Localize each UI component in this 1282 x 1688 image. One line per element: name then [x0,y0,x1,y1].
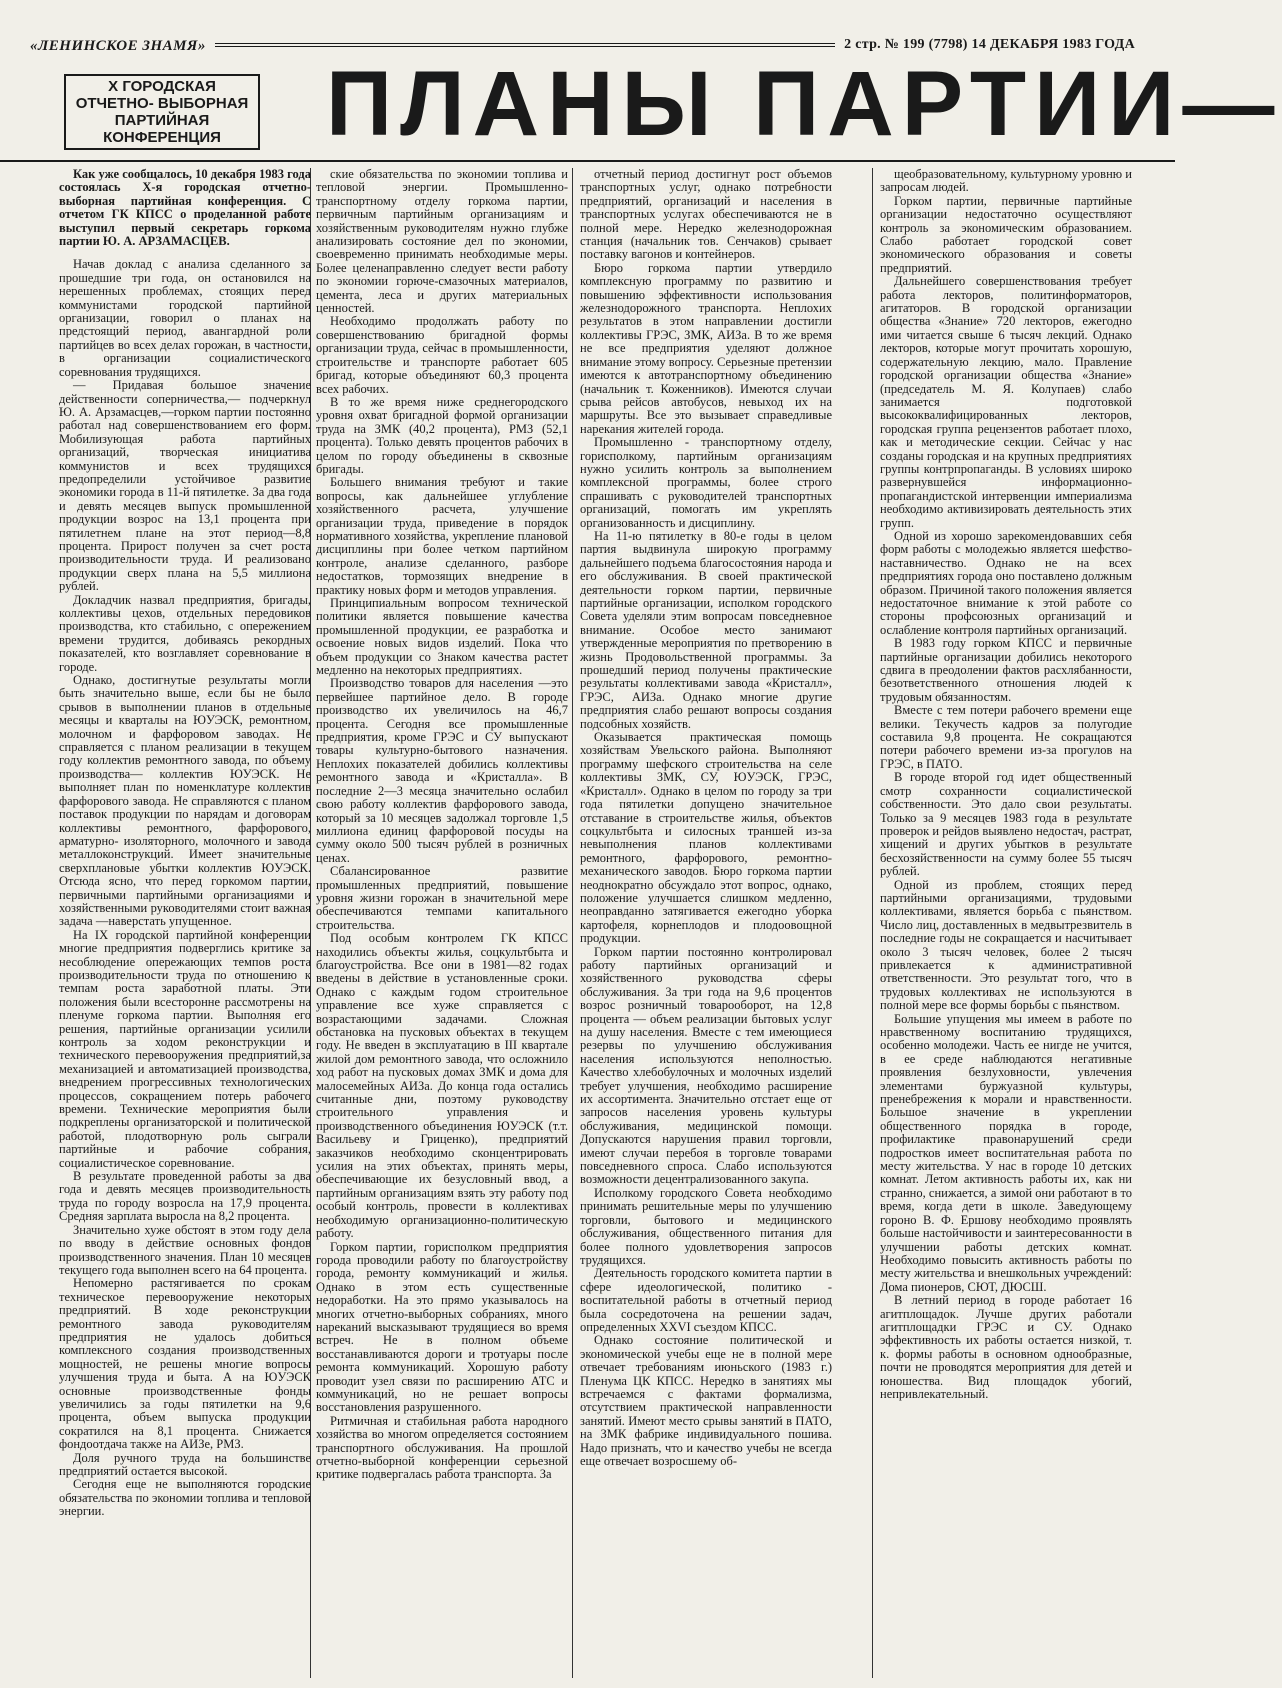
article-paragraph: Под особым контролем ГК КПСС находились объекты жилья, соцкультбыта и благоустройства. Все они в 1981—82 годах введены в действие в установленные сроки. Однако с каждым годом строительное управление все хуже справляется с возрастающими задачами. Сложная обстановка на пусковых объектах в текущем году. Не введен в эксплуатацию в III квартале жилой дом ремонтного завода, что осложнило ход работ на пусковых домах ЗМК и дома для малосемейных АИЗа. До конца года остались считанные дни, поэтому руководству строительного управления и производственного объединения ЮУЭСК (т.т. Васильеву и Гриценко), предприятий заказчиков необходимо сконцентрировать усилия на этих объектах, принять меры, обеспечивающие их безусловный ввод, а партийным организациям взять эту работу под особый контроль, провести в коллективах необходимую организационно-политическую работу. [316,931,568,1241]
conference-subhead: X ГОРОДСКАЯ ОТЧЕТНО- ВЫБОРНАЯ ПАРТИЙНАЯ КОНФЕРЕНЦИЯ [64,74,260,150]
article-paragraph: Бюро горкома партии утвердило комплексную программу по развитию и повышению эффективности использования железнодорожного транспорта. Неплохих результатов в этом направлении достигли коллективы ГРЭС, ЗМК, АИЗа. В то же время не все предприятия уделяют должное внимание этому вопросу. Серьезные претензии имеются к автотранспортному объединению (начальник т. Коженников). Имеются случаи срыва рейсов автобусов, невыход их на маршруты. Все это вызывает справедливые нарекания жителей города. [580,260,832,436]
article-paragraph: В то же время ниже среднегородского уровня охват бригадной формой организации труда на ЗМК (40,2 процента), РМЗ (52,1 процента). Только девять процентов рабочих в целом по городу объединены в сквозные бригады. [316,394,568,476]
article-paragraph: ские обязательства по экономии топлива и тепловой энергии. Промышленно- транспортному отделу горкома партии, первичным партийным организациям и хозяйственным руководителям нужно глубже анализировать состояние дел по экономии, своевременно принимать необходимые меры. Более целенаправленно следует вести работу по экономии горюче-смазочных материалов, цемента, леса и других материальных ценностей. [316,167,568,316]
issue-info: 2 стр. № 199 (7798) 14 ДЕКАБРЯ 1983 ГОДА [844,37,1135,52]
article-paragraph: Горком партии постоянно контролировал работу партийных организаций и хозяйственного руководства сферы обслуживания. За три года на 9,6 процентов возрос розничный товарооборот, на 12,8 процента — объем реализации бытовых услуг на душу населения. Вместе с тем имеющиеся резервы по улучшению обслуживания населения используются неполностью. Качество хлебобулочных и молочных изделий требует улучшения, необходимо расширение их ассортимента. Значительно отстает еще от запросов населения уровень культуры обслуживания, медицинской помощи. Допускаются нарушения правил торговли, имеют случаи перебоя в торговле товарами повседневного спроса. Слабо используются возможности децентрализованного закупа. [580,944,832,1187]
article-paragraph: щеобразовательному, культурному уровню и запросам людей. [880,167,1132,195]
headline: ПЛАНЫ ПАРТИИ— [326,53,1282,155]
article-paragraph: Однако, достигнутые результаты могли быть значительно выше, если бы не было срывов в выполнении планов в отдельные месяцы и кварталы на ЮУЭСК, ремонтном, молочном и фарфоровом заводах. Не справляется с планом реализации в текущем году коллектив ремонтного завода, по объему производства— коллектив ЮУЭСК. Не выполняет план по номенклатуре коллектив фарфорового завода. Не справляются с планом поставок продукции по нарядам и договорам коллективы ремонтного, фарфорового, арматурно- изоляторного, молочного и завода металлоконструкций. Имеет значительные сверхплановые убытки коллектив ЮУЭСК. Отсюда ясно, что перед горкомом партии, первичными партийными организациями и хозяйственными руководителями стоит важная задача —наверстать упущенное. [59,673,311,929]
article-paragraph: Горком партии, горисполком предприятия города проводили работу по благоустройству города, ремонту коммуникаций и жилья. Однако в этом есть существенные недоработки. На это прямо указывалось на многих отчетно-выборных собраниях, много нареканий высказывают трудящиеся во время встреч. Не в полном объеме восстанавливаются дороги и тротуары после ремонта коммуникаций. Хорошую работу проводит узел связи по расширению АТС и коммуникаций, но не решает вопросы восстановления разрушенного. [316,1239,568,1415]
article-paragraph: — Придавая большое значение действенности соперничества,— подчеркнул Ю. А. Арзамасцев,—горком партии постоянно работал над совершенствованием его форм. Мобилизующая работа партийных организаций, творческая инициатива коммунистов и всех трудящихся предопределили устойчивое развитие экономики города в 11-й пятилетке. За два года и девять месяцев выпуск промышленной продукции возрос на 13,1 процента при пятилетнем плане на этот период—8,8 процента. Прирост получен за счет роста производительности труда. И реализовано продукции сверх плана на 5,5 миллиона рублей. [59,378,311,594]
article-paragraph: Доля ручного труда на большинстве предприятий остается высокой. [59,1450,311,1478]
article-paragraph: В летний период в городе работает 16 агитплощадок. Лучше других работали агитплощадки ГРЭС и СУ. Однако эффективность их работы остается низкой, т. к. формы работы в основном однообразные, почти не проводятся мероприятия для детей и юношества. Вид площадок убогий, непривлекательный. [880,1293,1132,1401]
article-paragraph: В городе второй год идет общественный смотр сохранности социалистической собственности. Это дало свои результаты. Только за 9 месяцев 1983 года в результате проверок и рейдов выявлено недостач, растрат, хищений и других убытков в результате бесхозяйственности на сумму более 55 тысяч рублей. [880,770,1132,879]
article-column-4 [880,168,1132,1678]
article-paragraph: Значительно хуже обстоят в этом году дела по вводу в действие основных фондов производственного значения. План 10 месяцев текущего года выполнен всего на 64 процента. [59,1222,311,1277]
newspaper-name: «ЛЕНИНСКОЕ ЗНАМЯ» [30,38,206,54]
article-paragraph: Вместе с тем потери рабочего времени еще велики. Текучесть кадров за полугодие составила 9,8 процента. Не сокращаются потери рабочего времени из-за прогулов на ГРЭС, в ПАТО. [880,703,1132,771]
column-divider [872,168,873,1678]
article-paragraph: Большие упущения мы имеем в работе по нравственному воспитанию трудящихся, особенно молодежи. Часть ее нигде не учится, в ее среде наблюдаются негативные проявления безлуховности, увлечения элементами буржуазной культуры, пренебрежения к морали и нравственности. Большое значение в укреплении общественного порядка в городе, профилактике правонарушений среди подростков имеет воспитательная работа по месту жительства. У нас в городе 10 детских комнат. Летом активность работы их, как ни странно, снижается, а зимой они работают в то время, когда дети в школе. Заведующему гороно В. Ф. Ершову необходимо проявлять больше настойчивости и заинтересованности в улучшении работы детских комнат. Необходимо повысить активность работы по месту жительства и внешкольных учреждений: Дома пионеров, СЮТ, ДЮСШ. [880,1011,1132,1294]
article-paragraph: Производство товаров для населения —это первейшее партийное дело. В городе производство их увеличилось на 46,7 процента. Сегодня все промышленные предприятия, кроме ГРЭС и СУ выпускают товары культурно-бытового назначения. Неплохих показателей добились коллективы ремонтного завода и «Кристалла». В последние 2—3 месяца значительно ослабил свою работу коллектив фарфорового завода, который за 10 месяцев задолжал торговле 1,5 миллиона единиц фарфоровой посуды на сумму около 500 тысяч рублей в розничных ценах. [316,676,568,865]
article-paragraph: Одной из хорошо зарекомендовавших себя форм работы с молодежью является шефство-наставничество. Однако не на всех предприятиях города оно поставлено должным образом. Причиной такого положения является недостаточное внимание к этой работе со стороны профсоюзных организаций и ослабление контроля партийных организаций. [880,528,1132,637]
column-divider [572,168,573,1678]
article-paragraph: На IX городской партийной конференции многие предприятия подверглись критике за несоблюдение опережающих темпов роста производительности труда по отношению к темпам роста заработной платы. Эти положения были всесторонне рассмотрены на пленуме горкома партии. Выполняя его решения, партийные организации усилили контроль за ходом реконструкции и технического перевооружения предприятий,за механизацией и автоматизацией производства, внедрением прогрессивных технологических процессов, сокращением потерь рабочего времени. Технические мероприятия были подкреплены организаторской и политической работой, плодотворную роль сыграли партийные и рабочие собрания, социалистическое соревнование. [59,927,311,1170]
article-paragraph: Ритмичная и стабильная работа народного хозяйства во многом определяется состоянием транспортного обслуживания. На прошлой отчетно-выборной конференции серьезной критике подвергалась работа транспорта. За [316,1413,568,1482]
article-paragraph: Сбалансированное развитие промышленных предприятий, повышение уровня жизни горожан в значительной мере обеспечиваются темпами капитального строительства. [316,864,568,932]
headline-rule [0,160,1175,162]
article-paragraph: В результате проведенной работы за два года и девять месяцев производительность труда по городу возросла на 17,9 процента. Средняя зарплата выросла на 8,2 процента. [59,1169,311,1224]
article-paragraph: Деятельность городского комитета партии в сфере идеологической, политико - воспитательной работы в отчетный период была сосредоточена на решении задач, определенных XXVI съездом КПСС. [580,1266,832,1334]
article-paragraph: Как уже сообщалось, 10 декабря 1983 года состоялась Х-я городская отчетно- выборная партийная конференция. С отчетом ГК КПСС о проделанной работе выступил первый секретарь горкома партии Ю. А. АРЗАМАСЦЕВ. [59,167,311,249]
article-paragraph: отчетный период достигнут рост объемов транспортных услуг, однако потребности предприятий, организаций и населения в транспортных услугах обеспечиваются не в полной мере. Нередко железнодорожная станция (начальник тов. Сенчаков) срывает поставку вагонов и контейнеров. [580,167,832,262]
masthead-rule [215,43,835,50]
article-paragraph: Непомерно растягивается по срокам техническое перевооружение некоторых предприятий. В ходе реконструкции ремонтного завода руководителям предприятия не удалось добиться комплексного создания производственных мощностей, не решены многие вопросы улучшения труда и быта. А на ЮУЭСК основные производственные фонды увеличились за годы пятилетки на 9,6 процента, объем выпуска продукции сократился на 8,1 процента. Снижается фондоотдача также на АИЗе, РМЗ. [59,1276,311,1452]
article-paragraph: Оказывается практическая помощь хозяйствам Увельского района. Выполняют программу шефского строительства на селе коллективы ЗМК, СУ, ЮУЭСК, ГРЭС, «Кристалл». Однако в целом по городу за три года пятилетки допущено значительное отставание в строительстве жилья, объектов соцкультбыта и силосных траншей из-за невыполнения планов коллективами ремонтного, фарфорового, ремонтно-механического заводов. Бюро горкома партии неоднократно обсуждало этот вопрос, однако, положение улучшается слишком медленно, неоправданно затягивается ежегодно уборка картофеля, корнеплодов и плодоовощной продукции. [580,730,832,946]
article-paragraph: Исполкому городского Совета необходимо принимать решительные меры по улучшению торговли, бытового и медицинского обслуживания, общественного питания для более полного удовлетворения запросов трудящихся. [580,1185,832,1267]
article-column-2 [316,168,568,1678]
article-paragraph: Докладчик назвал предприятия, бригады, коллективы цехов, отдельных передовиков производства, кто стабильно, с опережением времени трудится, добиваясь рекордных показателей, кто возглавляет соревнование в городе. [59,592,311,674]
article-paragraph: Одной из проблем, стоящих перед партийными организациями, трудовыми коллективами, является борьба с пьянством. Число лиц, доставленных в медвытрезвитель в последние годы не сокращается и насчитывает около 3 тысяч человек, более 2 тысяч привлекается к административной ответственности. Это результат того, что в трудовых коллективах не используются в полной мере все формы борьбы с пьянством. [880,877,1132,1013]
article-paragraph: Дальнейшего совершенствования требует работа лекторов, политинформаторов, агитаторов. В городской организации общества «Знание» 720 лекторов, ежегодно ими читается свыше 6 тысяч лекций. Однако лекторов, которые могут прочитать хорошую, содержательную лекцию, мало. Правление городской организации общества «Знание» (председатель М. Я. Колупаев) слабо занимается подготовкой высококвалифицированных лекторов, городская группа рецензентов работает плохо, как и методические секции. Сейчас у нас созданы городская и на крупных предприятиях группы контрпропаганды. В условиях широко развернувшейся информационно-пропагандистской интервенции империализма необходимо активизировать деятельность этих групп. [880,274,1132,530]
article-paragraph: Большего внимания требуют и такие вопросы, как дальнейшее углубление хозяйственного расчета, улучшение организации труда, приведение в порядок нормативного хозяйства, укрепление плановой дисциплины при более четком партийном контроле, анализе сделанного, разборе недостатков, тормозящих внедрение в практику новых форм и методов управления. [316,475,568,597]
article-paragraph: Принципиальным вопросом технической политики является повышение качества промышленной продукции, ее разработка и освоение новых видов изделий. Пока что объем продукции со Знаком качества растет медленно на некоторых предприятиях. [316,596,568,678]
article-paragraph: Промышленно - транспортному отделу, горисполкому, партийным организациям нужно усилить контроль за выполнением комплексной программы, более строго спрашивать с руководителей транспортных организаций, помогать им укреплять организованность и дисциплину. [580,435,832,530]
article-paragraph: Необходимо продолжать работу по совершенствованию бригадной формы организации труда, сейчас в промышленности, строительстве и транспорте работает 605 бригад, которые объединяют 60,3 процента всех рабочих. [316,314,568,396]
article-column-1 [59,168,311,1678]
article-paragraph: В 1983 году горком КПСС и первичные партийные организации добились некоторого сдвига в преодолении фактов расхлябанности, безответственного отношения людей к трудовым обязанностям. [880,636,1132,704]
article-paragraph: Начав доклад с анализа сделанного за прошедшие три года, он остановился на нерешенных проблемах, стоящих перед коммунистами городской партийной организации, говорил о планах на предстоящий период, авангардной роли партийцев во всех делах горожан, в частности, в организации социалистического соревнования трудящихся. [59,257,311,379]
article-paragraph: Однако состояние политической и экономической учебы еще не в полной мере отвечает требованиям июньского (1983 г.) Пленума ЦК КПСС. Нередко в занятиях мы встречаемся с фактами формализма, отсутствием практической направленности занятий. Имеют место срывы занятий в ПАТО, на ЗМК фабрике индивидуального пошива. Надо признать, что и качество учебы не всегда еще отвечает возросшему об- [580,1333,832,1468]
article-column-3 [580,168,832,1678]
article-paragraph: Сегодня еще не выполняются городские обязательства по экономии топлива и тепловой энергии. [59,1477,311,1519]
article-paragraph: На 11-ю пятилетку в 80-е годы в целом партия выдвинула широкую программу дальнейшего подъема благосостояния народа и его обслуживания. В своей практической деятельности горком партии, первичные партийные организации, исполком городского Совета уделяли этим вопросам повседневное внимание. Особое место занимают утвержденные мероприятия по претворению в жизнь Продовольственной программы. За прошедший период получены практические результаты коллективами завода «Кристалл», ГРЭС, АИЗа. Однако многие другие предприятия слабо решают вопросы создания подсобных хозяйств. [580,528,832,731]
article-paragraph: Горком партии, первичные партийные организации недостаточно осуществляют контроль за экономическим образованием. Слабо работает городской совет экономического образования и советы предприятий. [880,193,1132,275]
